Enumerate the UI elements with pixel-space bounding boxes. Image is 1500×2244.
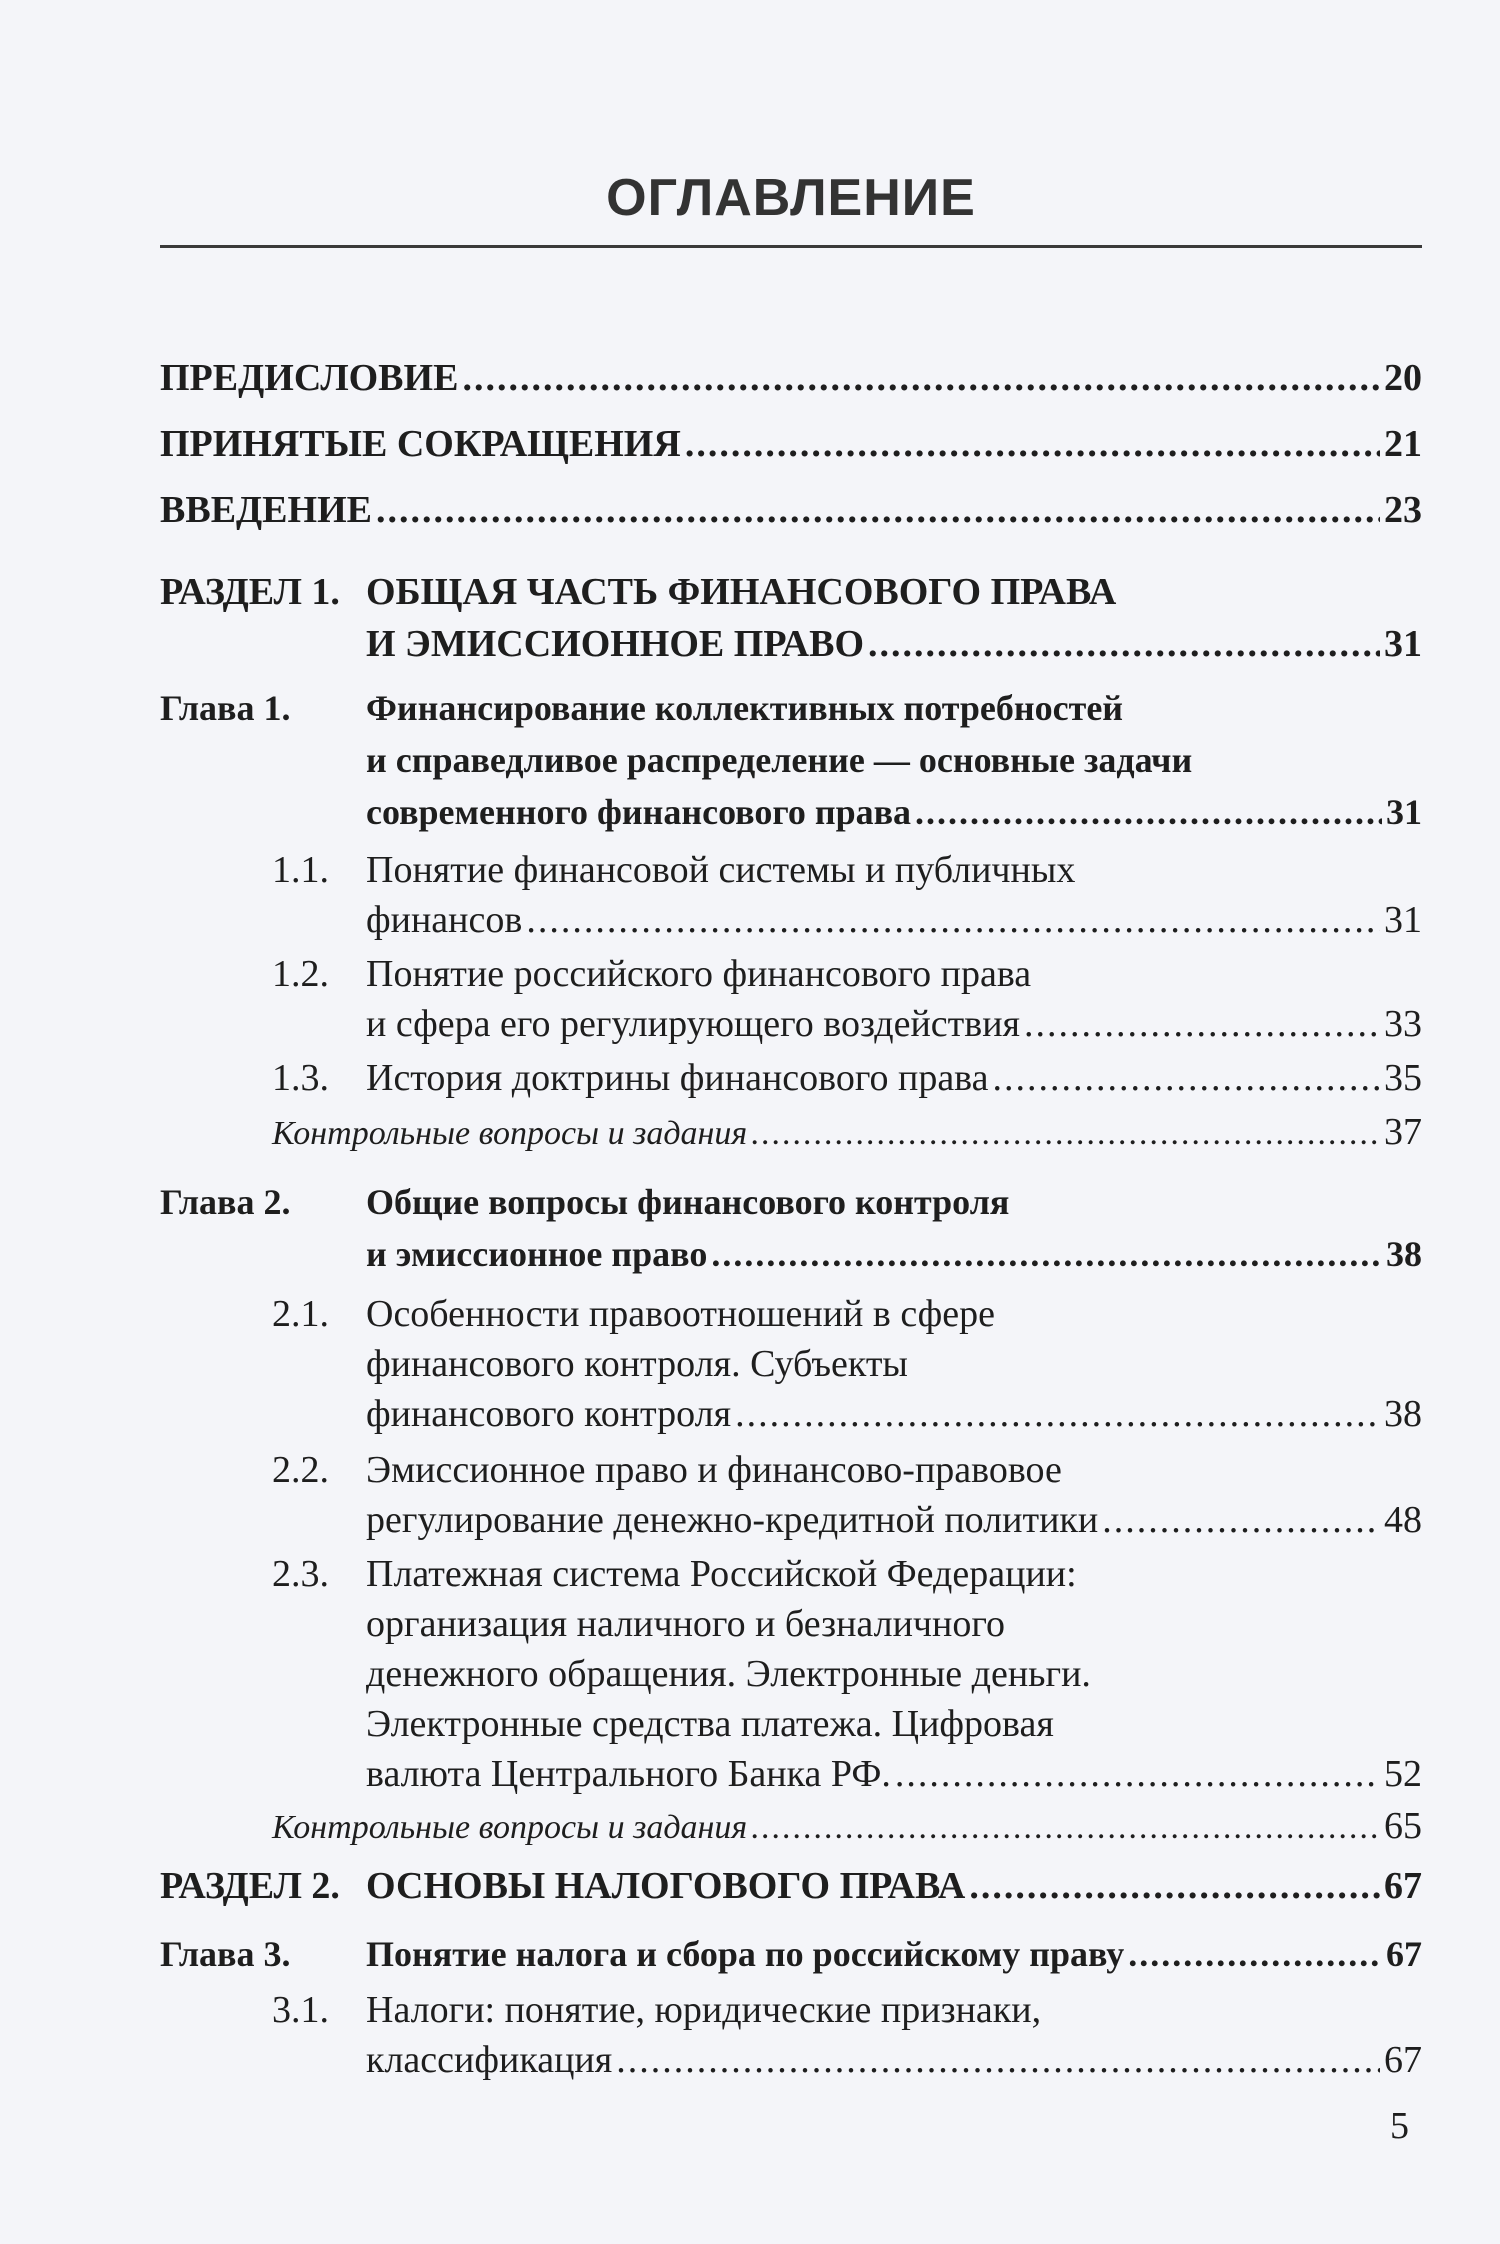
entry-title: и эмиссионное право bbox=[366, 1234, 708, 1274]
entry-title: валюта Центрального Банка РФ. bbox=[366, 1753, 891, 1795]
entry-page: 20 bbox=[1384, 357, 1422, 399]
entry-label: РАЗДЕЛ 1. bbox=[160, 571, 340, 613]
entry-page: 67 bbox=[1384, 2039, 1422, 2081]
entry-page: 65 bbox=[1384, 1805, 1422, 1847]
entry-label: 1.2. bbox=[272, 953, 329, 995]
entry-page: 38 bbox=[1384, 1393, 1422, 1435]
entry-page: 31 bbox=[1386, 792, 1422, 832]
entry-page: 37 bbox=[1384, 1111, 1422, 1153]
entry-label: 1.3. bbox=[272, 1057, 329, 1099]
entry-title: ПРЕДИСЛОВИЕ bbox=[160, 357, 459, 399]
entry-title: финансового контроля. Субъекты bbox=[366, 1343, 908, 1385]
entry-title: ПРИНЯТЫЕ СОКРАЩЕНИЯ bbox=[160, 423, 681, 465]
entry-label: 2.2. bbox=[272, 1449, 329, 1491]
entry-title: классификация bbox=[366, 2039, 613, 2081]
entry-title: Платежная система Российской Федерации: bbox=[366, 1553, 1077, 1595]
entry-title: ОБЩАЯ ЧАСТЬ ФИНАНСОВОГО ПРАВА bbox=[366, 571, 1117, 613]
entry-title: ОСНОВЫ НАЛОГОВОГО ПРАВА bbox=[366, 1865, 966, 1907]
entry-label: 3.1. bbox=[272, 1989, 329, 2031]
entry-page: 21 bbox=[1384, 423, 1422, 465]
entry-title: Контрольные вопросы и задания bbox=[272, 1115, 748, 1152]
entry-page: 67 bbox=[1384, 1865, 1422, 1907]
entry-title: Особенности правоотношений в сфере bbox=[366, 1293, 996, 1335]
entry-page: 48 bbox=[1384, 1499, 1422, 1541]
entry-title: и сфера его регулирующего воздействия bbox=[366, 1003, 1021, 1045]
entry-title: организация наличного и безналичного bbox=[366, 1603, 1006, 1645]
entry-label: 2.1. bbox=[272, 1293, 329, 1335]
entry-title: Эмиссионное право и финансово-правовое bbox=[366, 1449, 1062, 1491]
page-number: 5 bbox=[1390, 2105, 1409, 2147]
entry-title: Контрольные вопросы и задания bbox=[272, 1809, 748, 1846]
title-divider bbox=[160, 245, 1422, 248]
entry-page: 67 bbox=[1386, 1934, 1422, 1974]
entry-title: И ЭМИССИОННОЕ ПРАВО bbox=[366, 623, 865, 665]
entry-page: 52 bbox=[1384, 1753, 1422, 1795]
entry-label: Глава 1. bbox=[160, 688, 291, 728]
entry-page: 33 bbox=[1384, 1003, 1422, 1045]
entry-title: регулирование денежно-кредитной политики bbox=[366, 1499, 1099, 1541]
entry-label: 2.3. bbox=[272, 1553, 329, 1595]
entry-page: 31 bbox=[1384, 623, 1422, 665]
entry-label: РАЗДЕЛ 2. bbox=[160, 1865, 340, 1907]
entry-title: современного финансового права bbox=[366, 792, 912, 832]
entry-title: ВВЕДЕНИЕ bbox=[160, 489, 372, 531]
entry-title: Финансирование коллективных потребностей bbox=[366, 688, 1124, 728]
entry-label: Глава 3. bbox=[160, 1934, 291, 1974]
entry-title: Общие вопросы финансового контроля bbox=[366, 1182, 1010, 1222]
entry-title: Понятие финансовой системы и публичных bbox=[366, 849, 1076, 891]
entry-page: 38 bbox=[1386, 1234, 1422, 1274]
entry-title: финансового контроля bbox=[366, 1393, 732, 1435]
entry-label: Глава 2. bbox=[160, 1182, 291, 1222]
entry-title: и справедливое распределение — основные задачи bbox=[366, 740, 1193, 780]
entry-page: 23 bbox=[1384, 489, 1422, 531]
entry-title: денежного обращения. Электронные деньги. bbox=[366, 1653, 1091, 1695]
page-title: ОГЛАВЛЕНИЕ bbox=[606, 169, 976, 227]
entry-page: 31 bbox=[1384, 899, 1422, 941]
entry-label: 1.1. bbox=[272, 849, 329, 891]
entry-title: История доктрины финансового права bbox=[366, 1057, 989, 1099]
entry-title: Налоги: понятие, юридические признаки, bbox=[366, 1989, 1042, 2031]
entry-title: Понятие российского финансового права bbox=[366, 953, 1032, 995]
entry-title: Понятие налога и сбора по российскому праву bbox=[366, 1934, 1125, 1974]
entry-page: 35 bbox=[1384, 1057, 1422, 1099]
entry-title: Электронные средства платежа. Цифровая bbox=[366, 1703, 1054, 1745]
entry-title: финансов bbox=[366, 899, 523, 941]
